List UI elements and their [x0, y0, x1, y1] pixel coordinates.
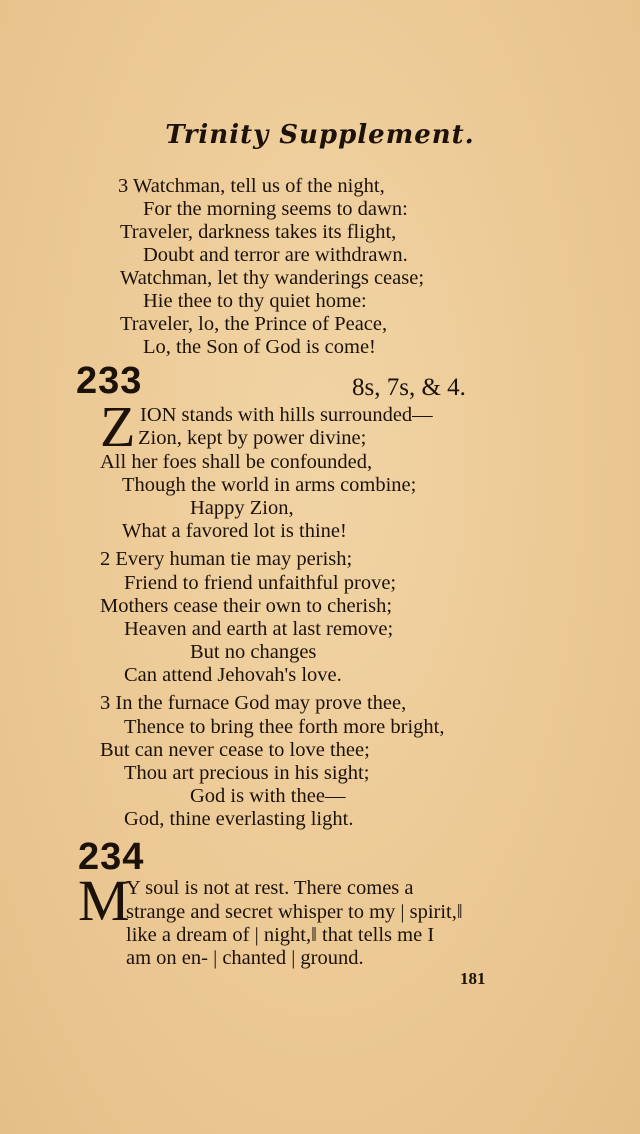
verse-line: But no changes	[190, 641, 317, 663]
stanza-line: Traveler, lo, the Prince of Peace,	[120, 313, 388, 335]
verse-line: Thence to bring thee forth more bright,	[124, 716, 445, 738]
prose-line: strange and secret whisper to my | spirit,‖	[126, 901, 463, 923]
prose-line: like a dream of | night,‖ that tells me I	[126, 924, 435, 946]
verse-line: God, thine everlasting light.	[124, 808, 354, 830]
prose-line: Y soul is not at rest. There comes a	[126, 877, 414, 899]
prose-line: am on en- | chanted | ground.	[126, 947, 364, 969]
verse-line: What a favored lot is thine!	[122, 520, 347, 542]
verse-line: Can attend Jehovah's love.	[124, 664, 342, 686]
verse-line: ION stands with hills surrounded—	[140, 404, 433, 426]
stanza-line: Traveler, darkness takes its flight,	[120, 221, 397, 243]
verse-line: All her foes shall be confounded,	[100, 451, 373, 473]
drop-cap: Z	[100, 394, 136, 459]
verse-line: Though the world in arms combine;	[122, 474, 417, 496]
verse-line: Zion, kept by power divine;	[138, 427, 367, 449]
verse-line: Mothers cease their own to cherish;	[100, 595, 393, 617]
verse-line: But can never cease to love thee;	[100, 739, 370, 761]
hymn-meter: 8s, 7s, & 4.	[352, 374, 466, 401]
verse-line: Happy Zion,	[190, 497, 294, 519]
verse-line: Friend to friend unfaithful prove;	[124, 572, 397, 594]
verse-line: Heaven and earth at last remove;	[124, 618, 394, 640]
verse-line: 2 Every human tie may perish;	[100, 548, 353, 570]
stanza-line: Hie thee to thy quiet home:	[143, 290, 367, 312]
verse-line: Thou art precious in his sight;	[124, 762, 370, 784]
drop-cap: M	[78, 868, 130, 933]
stanza-line: For the morning seems to dawn:	[143, 198, 408, 220]
stanza-line: Lo, the Son of God is come!	[143, 336, 376, 358]
page-header-title: Trinity Supplement.	[165, 120, 475, 150]
verse-line: God is with thee—	[190, 785, 346, 807]
verse-line: 3 In the furnace God may prove thee,	[100, 692, 407, 714]
hymn-number: 233	[76, 360, 143, 402]
stanza-line: Watchman, let thy wanderings cease;	[120, 267, 425, 289]
page-number: 181	[460, 969, 486, 988]
stanza-line: Doubt and terror are withdrawn.	[143, 244, 408, 266]
hymn-number: 234	[78, 836, 145, 878]
stanza-line: 3 Watchman, tell us of the night,	[118, 175, 385, 197]
